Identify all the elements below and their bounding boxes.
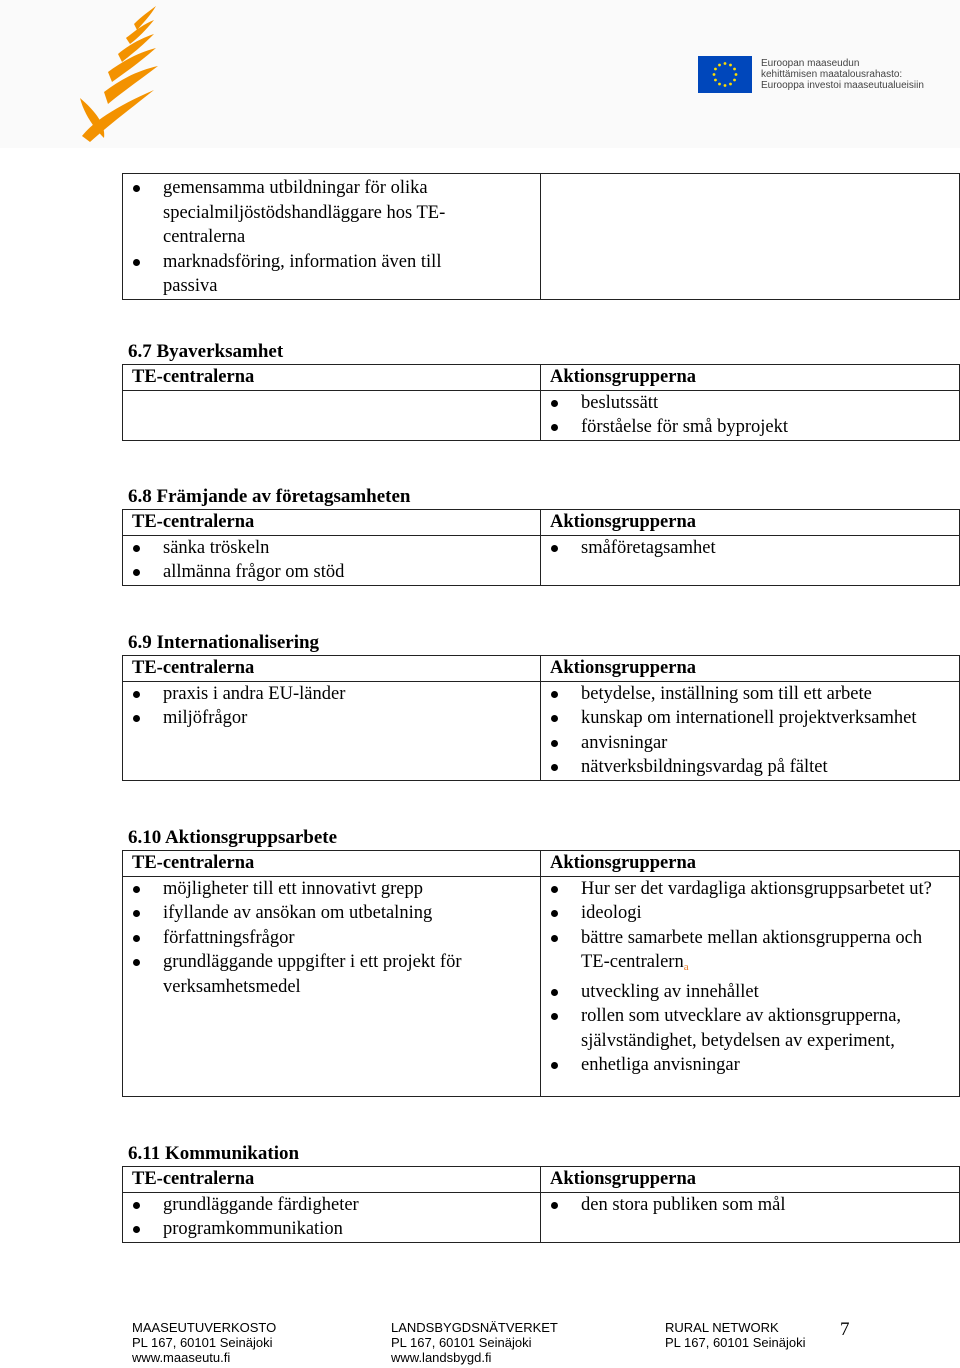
bullet-list — [132, 682, 536, 731]
list-item: Hur ser det vardagliga aktionsgruppsarbetet ut? — [550, 877, 955, 902]
eu-star-icon — [714, 68, 717, 71]
eu-star-icon — [724, 62, 727, 65]
column-header-aktion: Aktionsgrupperna — [541, 656, 960, 682]
list-item: förståelse för små byprojekt — [550, 415, 955, 440]
eu-star-icon — [714, 79, 717, 82]
bullet-list — [550, 877, 955, 1078]
section-table — [122, 1166, 960, 1243]
list-item: gemensamma utbildningar för olika specialmiljöstödshandläggare hos TE-centralerna — [132, 176, 536, 250]
list-item — [550, 926, 955, 980]
left-cell — [123, 390, 541, 440]
eu-line-2: kehittämisen maatalousrahasto: — [761, 69, 903, 80]
column-header-aktion: Aktionsgrupperna — [541, 365, 960, 391]
section-table — [122, 655, 960, 781]
list-item: ifyllande av ansökan om utbetalning — [132, 901, 536, 926]
column-header-aktion: Aktionsgrupperna — [541, 851, 960, 877]
list-item: möjligheter till ett innovativt grepp — [132, 877, 536, 902]
eu-line-3: Eurooppa investoi maaseutualueisiin — [761, 80, 924, 91]
column-header-te: TE-centralerna — [123, 1167, 541, 1193]
page-header — [0, 0, 960, 148]
bullet-list — [132, 536, 536, 585]
list-item: grundläggande färdigheter — [132, 1193, 536, 1218]
footer-org-name: MAASEUTUVERKOSTO — [132, 1320, 277, 1335]
footer-website-link[interactable]: www.landsbygd.fi — [391, 1350, 492, 1365]
column-header-te: TE-centralerna — [123, 365, 541, 391]
footer-column-landsbygd — [391, 1320, 558, 1365]
right-cell — [541, 876, 960, 1096]
section-title: 6.9 Internationalisering — [128, 632, 320, 653]
eu-star-icon — [733, 79, 736, 82]
eu-star-icon — [718, 64, 721, 67]
bullet-list — [550, 682, 955, 780]
list-item-text: bättre samarbete mellan aktionsgrupperna och TE-centralern — [581, 927, 923, 972]
eu-flag-icon — [698, 56, 752, 93]
section-continued — [122, 173, 959, 300]
right-cell — [541, 390, 960, 440]
footer-address: PL 167, 60101 Seinäjoki — [665, 1335, 806, 1350]
eu-star-icon — [729, 64, 732, 67]
footer-website-link[interactable]: www.maaseutu.fi — [132, 1350, 231, 1365]
section-title: 6.8 Främjande av företagsamheten — [128, 486, 411, 507]
section-6-7 — [122, 340, 959, 441]
section-6-10 — [122, 826, 959, 1097]
continued-right-cell — [541, 174, 960, 300]
left-cell — [123, 681, 541, 780]
list-item: anvisningar — [550, 731, 955, 756]
section-table — [122, 364, 960, 441]
section-title: 6.10 Aktionsgruppsarbete — [128, 827, 338, 848]
column-header-te: TE-centralerna — [123, 851, 541, 877]
list-item: kunskap om internationell projektverksamhet — [550, 706, 955, 731]
footer-org-name: LANDSBYGDSNÄTVERKET — [391, 1320, 558, 1335]
footer-address: PL 167, 60101 Seinäjoki — [391, 1335, 532, 1350]
list-item: rollen som utvecklare av aktionsgrupperna, självständighet, betydelsen av experiment, — [550, 1004, 955, 1053]
list-item: allmänna frågor om stöd — [132, 560, 536, 585]
list-item: sänka tröskeln — [132, 536, 536, 561]
continued-table — [122, 173, 960, 300]
list-item: grundläggande uppgifter i ett projekt för verksamhetsmedel — [132, 950, 536, 999]
column-header-te: TE-centralerna — [123, 656, 541, 682]
eu-funding-banner — [698, 56, 924, 93]
right-cell — [541, 535, 960, 585]
footer-org-name: RURAL NETWORK — [665, 1320, 779, 1335]
list-item: betydelse, inställning som till ett arbete — [550, 682, 955, 707]
continued-left-cell — [123, 174, 541, 300]
section-6-11 — [122, 1142, 959, 1243]
leaf-logo-icon — [74, 2, 164, 144]
eu-star-icon — [729, 83, 732, 86]
section-table — [122, 509, 960, 586]
bullet-list — [132, 877, 536, 1000]
eu-funding-text — [761, 58, 924, 91]
eu-star-icon — [735, 73, 738, 76]
left-cell — [123, 535, 541, 585]
list-item: ideologi — [550, 901, 955, 926]
right-cell — [541, 1192, 960, 1242]
bullet-list — [132, 1193, 536, 1242]
page-number: 7 — [840, 1319, 850, 1340]
list-item: beslutssätt — [550, 391, 955, 416]
list-item: praxis i andra EU-länder — [132, 682, 536, 707]
section-title: 6.11 Kommunikation — [128, 1143, 300, 1164]
eu-star-icon — [718, 83, 721, 86]
list-item: nätverksbildningsvardag på fältet — [550, 755, 955, 780]
column-header-te: TE-centralerna — [123, 510, 541, 536]
section-title: 6.7 Byaverksamhet — [128, 341, 284, 362]
section-6-8 — [122, 485, 959, 586]
page-footer — [0, 1320, 960, 1368]
footer-address: PL 167, 60101 Seinäjoki — [132, 1335, 273, 1350]
eu-star-icon — [713, 73, 716, 76]
list-item: utveckling av innehållet — [550, 980, 955, 1005]
annotation-mark: a — [683, 961, 689, 973]
list-item: småföretagsamhet — [550, 536, 955, 561]
bullet-list — [550, 391, 955, 440]
footer-column-maaseutu — [132, 1320, 276, 1365]
list-item: den stora publiken som mål — [550, 1193, 955, 1218]
bullet-list — [550, 536, 955, 561]
bullet-list — [132, 176, 536, 299]
list-item: författningsfrågor — [132, 926, 536, 951]
section-6-9 — [122, 631, 959, 781]
section-table — [122, 850, 960, 1097]
eu-line-1: Euroopan maaseudun — [761, 58, 860, 69]
eu-star-icon — [733, 68, 736, 71]
right-cell — [541, 681, 960, 780]
eu-star-icon — [724, 84, 727, 87]
left-cell — [123, 876, 541, 1096]
bullet-list — [550, 1193, 955, 1218]
list-item: programkommunikation — [132, 1217, 536, 1242]
list-item: miljöfrågor — [132, 706, 536, 731]
list-item: marknadsföring, information även till passiva — [132, 250, 536, 299]
footer-column-rural — [665, 1320, 805, 1350]
column-header-aktion: Aktionsgrupperna — [541, 1167, 960, 1193]
list-item: enhetliga anvisningar — [550, 1053, 955, 1078]
column-header-aktion: Aktionsgrupperna — [541, 510, 960, 536]
left-cell — [123, 1192, 541, 1242]
